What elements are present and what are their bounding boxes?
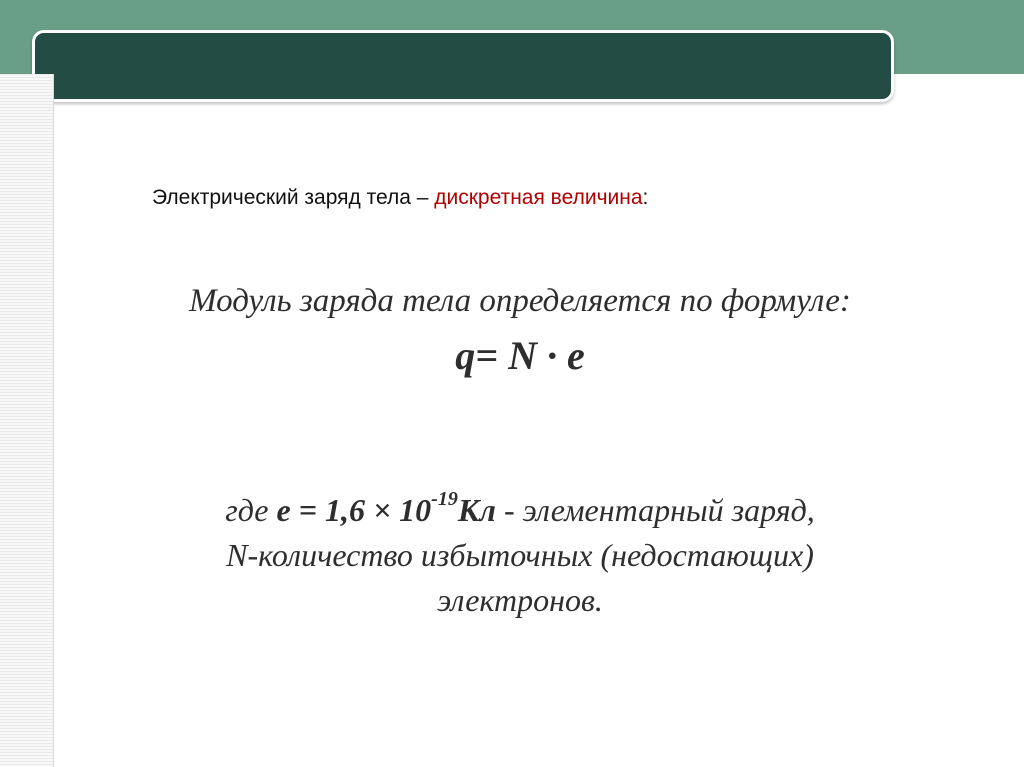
discrete-charge-statement xyxy=(152,186,912,210)
charge-unit: Кл xyxy=(457,492,496,528)
definition-block xyxy=(40,488,1000,623)
definition-prefix: где xyxy=(225,492,277,528)
charge-mantissa: e = 1,6 × 10 xyxy=(276,492,432,528)
charge-formula: q= N · e xyxy=(455,333,585,378)
formula-intro: Модуль заряда тела определяется по формуле: xyxy=(189,283,851,319)
statement-suffix: : xyxy=(642,186,649,209)
statement-term: дискретная величина xyxy=(434,186,643,209)
left-stripes-decoration xyxy=(0,74,54,767)
definition-line-2: N-количество избыточных (недостающих) xyxy=(226,537,814,573)
statement-prefix: Электрический заряд тела – xyxy=(152,186,435,209)
charge-exponent: -19 xyxy=(431,488,458,511)
elementary-charge-value xyxy=(276,488,496,528)
definition-line-3: электронов. xyxy=(437,582,603,618)
definition-line-1 xyxy=(40,488,1000,533)
title-bar xyxy=(32,30,894,102)
definition-rest: - элементарный заряд, xyxy=(495,492,815,528)
